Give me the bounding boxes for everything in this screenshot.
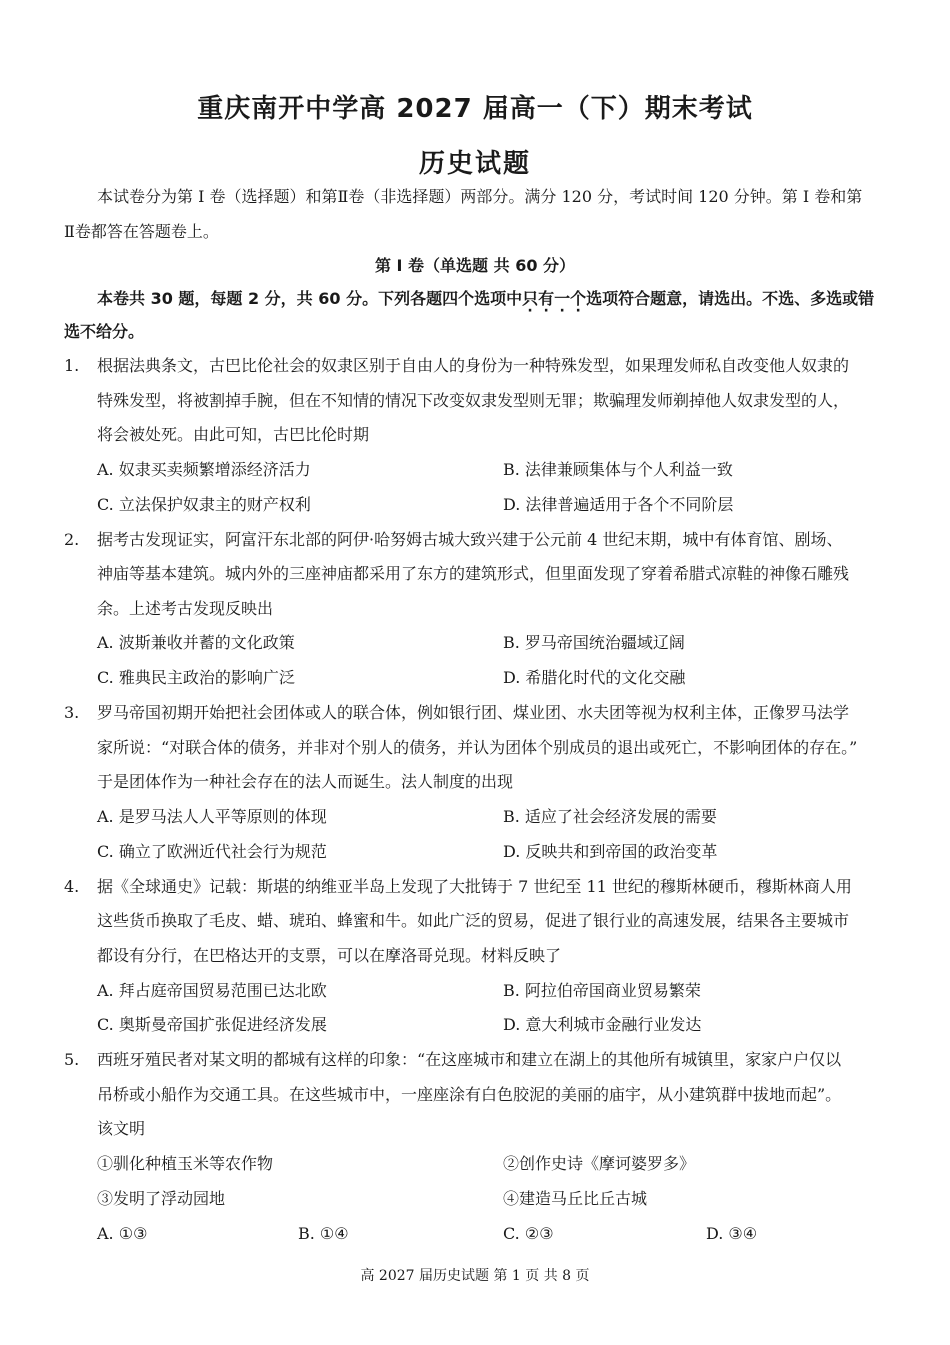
question-number: 4. bbox=[64, 877, 80, 896]
exam-title: 重庆南开中学高 2027 届高一（下）期末考试 bbox=[197, 94, 753, 124]
option-a: A. 奴隶买卖频繁增添经济活力 bbox=[97, 460, 311, 479]
question-stem-line: 罗马帝国初期开始把社会团体或人的联合体，例如银行团、煤业团、水夫团等视为权利主体，正像罗马法学 bbox=[97, 703, 850, 722]
option-a: A. 波斯兼收并蓄的文化政策 bbox=[97, 633, 295, 652]
statement-2: ②创作史诗《摩诃婆罗多》 bbox=[503, 1154, 696, 1173]
option-d: D. 意大利城市金融行业发达 bbox=[503, 1015, 702, 1034]
emphasis-char: 一 bbox=[554, 289, 571, 308]
question-stem-line: 家所说：“对联合体的债务，并非对个别人的债务，并认为团体个别成员的退出或死亡，不影响团体的存在。” bbox=[97, 738, 858, 757]
option-a: A. 拜占庭帝国贸易范围已达北欧 bbox=[97, 981, 327, 1000]
question-stem-line: 余。上述考古发现反映出 bbox=[97, 599, 274, 618]
page-footer: 高 2027 届历史试题 第 1 页 共 8 页 bbox=[360, 1268, 590, 1284]
option-b: B. 阿拉伯帝国商业贸易繁荣 bbox=[503, 981, 701, 1000]
option-b: B. 罗马帝国统治疆域辽阔 bbox=[503, 633, 685, 652]
statement-4: ④建造马丘比丘古城 bbox=[503, 1189, 648, 1208]
question-stem-line: 这些货币换取了毛皮、蜡、琥珀、蜂蜜和牛。如此广泛的贸易，促进了银行业的高速发展，结果各主要城市 bbox=[97, 911, 850, 930]
question-stem-line: 神庙等基本建筑。城内外的三座神庙都采用了东方的建筑形式，但里面发现了穿着希腊式凉鞋的神像石雕残 bbox=[97, 564, 850, 583]
section-heading: 第 Ⅰ 卷（单选题 共 60 分） bbox=[374, 256, 576, 275]
question-stem-line: 据考古发现证实，阿富汗东北部的阿伊·哈努姆古城大致兴建于公元前 4 世纪末期，城中有体育馆、剧场、 bbox=[97, 530, 843, 549]
question-stem-line: 根据法典条文，古巴比伦社会的奴隶区别于自由人的身份为一种特殊发型，如果理发师私自改变他人奴隶的 bbox=[97, 356, 850, 375]
option-c: C. 确立了欧洲近代社会行为规范 bbox=[97, 842, 327, 861]
question-number: 2. bbox=[64, 530, 80, 549]
option-d: D. 反映共和到帝国的政治变革 bbox=[503, 842, 718, 861]
statement-1: ①驯化种植玉米等农作物 bbox=[97, 1154, 274, 1173]
question-number: 1. bbox=[64, 356, 80, 375]
question-stem-line: 于是团体作为一种社会存在的法人而诞生。法人制度的出现 bbox=[97, 772, 514, 791]
question-stem-line: 将会被处死。由此可知，古巴比伦时期 bbox=[97, 425, 370, 444]
option-c: C. 奥斯曼帝国扩张促进经济发展 bbox=[97, 1015, 327, 1034]
intro-line-1: 本试卷分为第 I 卷（选择题）和第Ⅱ卷（非选择题）两部分。满分 120 分，考试时间 120 分钟。第 I 卷和第 bbox=[97, 187, 863, 206]
question-stem-line: 吊桥或小船作为交通工具。在这些城市中，一座座涂有白色胶泥的美丽的庙宇，从小建筑群中拔地而起”。 bbox=[97, 1085, 842, 1104]
option-b: B. ①④ bbox=[298, 1224, 349, 1243]
question-stem-line: 西班牙殖民者对某文明的都城有这样的印象：“在这座城市和建立在湖上的其他所有城镇里，家家户户仅以 bbox=[97, 1050, 842, 1069]
emphasis-char: 个 bbox=[570, 289, 587, 308]
question-stem-line: 特殊发型，将被割掉手腕，但在不知情的情况下改变奴隶发型则无罪；欺骗理发师剃掉他人奴隶发型的人， bbox=[97, 391, 850, 410]
option-d: D. 希腊化时代的文化交融 bbox=[503, 668, 686, 687]
statement-3: ③发明了浮动园地 bbox=[97, 1189, 226, 1208]
option-c: C. 立法保护奴隶主的财产权利 bbox=[97, 495, 311, 514]
section-instruction-line-2: 选不给分。 bbox=[64, 322, 145, 341]
intro-line-2: Ⅱ卷都答在答题卷上。 bbox=[64, 222, 219, 241]
option-c: C. 雅典民主政治的影响广泛 bbox=[97, 668, 295, 687]
question-number: 5. bbox=[64, 1050, 80, 1069]
section-instruction: 本卷共 30 题，每题 2 分，共 60 分。下列各题四个选项中只有一个选项符合题意，请选出。不选、多选或错 bbox=[97, 289, 875, 308]
emphasis-char: 有 bbox=[538, 289, 555, 308]
option-b: B. 法律兼顾集体与个人利益一致 bbox=[503, 460, 733, 479]
question-stem-line: 都设有分行，在巴格达开的支票，可以在摩洛哥兑现。材料反映了 bbox=[97, 946, 562, 965]
question-stem-line: 该文明 bbox=[97, 1119, 146, 1138]
option-a: A. 是罗马法人人平等原则的体现 bbox=[97, 807, 327, 826]
option-a: A. ①③ bbox=[97, 1224, 148, 1243]
question-stem-line: 据《全球通史》记载：斯堪的纳维亚半岛上发现了大批铸于 7 世纪至 11 世纪的穆斯林硬币，穆斯林商人用 bbox=[97, 877, 852, 896]
option-b: B. 适应了社会经济发展的需要 bbox=[503, 807, 717, 826]
question-number: 3. bbox=[64, 703, 80, 722]
subject-title: 历史试题 bbox=[418, 149, 531, 179]
option-d: D. 法律普遍适用于各个不同阶层 bbox=[503, 495, 734, 514]
option-c: C. ②③ bbox=[503, 1224, 554, 1243]
option-d: D. ③④ bbox=[706, 1224, 758, 1243]
emphasis-char: 只 bbox=[522, 289, 539, 308]
